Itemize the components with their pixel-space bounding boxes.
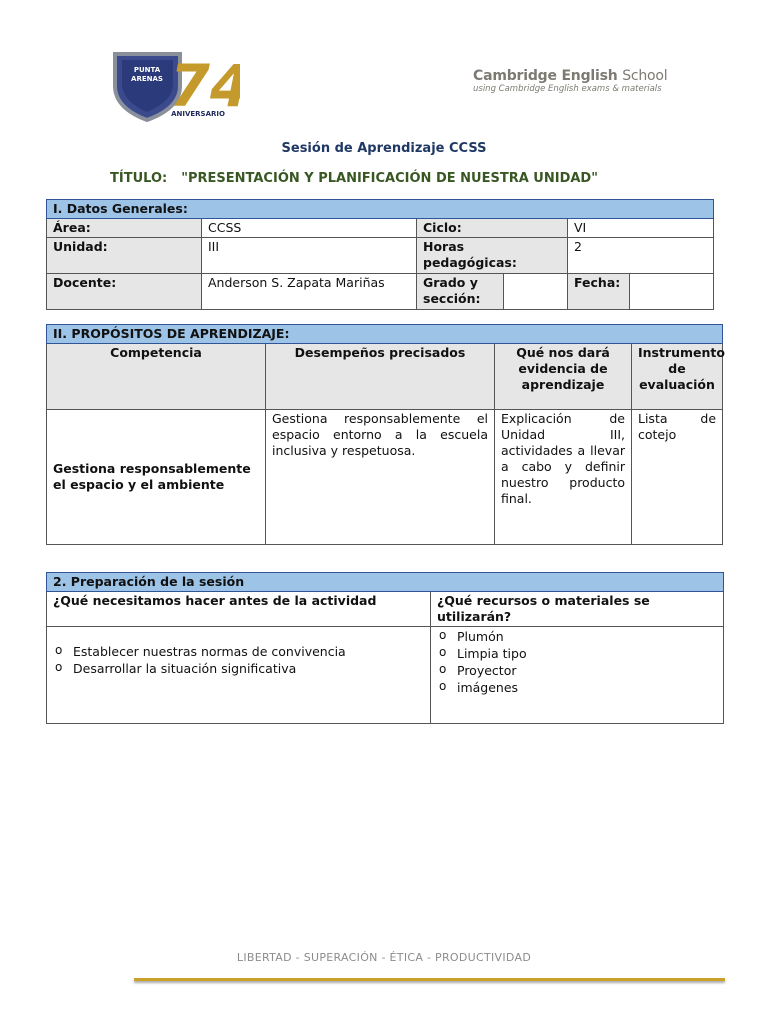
unidad-value: III: [202, 238, 417, 274]
recursos-cell: [431, 627, 724, 724]
recursos-item: o Plumón: [457, 628, 717, 645]
datos-generales-table: [46, 199, 714, 310]
document-title: Sesión de Aprendizaje CCSS: [281, 141, 487, 156]
col-evidencia: Qué nos dará evidencia de aprendizaje: [495, 344, 632, 410]
logo-text-1: PUNTA: [133, 66, 161, 74]
fecha-label: Fecha:: [568, 274, 630, 310]
docente-label: Docente:: [47, 274, 202, 310]
antes-item: o Establecer nuestras normas de convivencia: [73, 643, 424, 660]
horas-label: Horas pedagógicas:: [417, 238, 568, 274]
col-antes: ¿Qué necesitamos hacer antes de la actividad: [47, 592, 431, 627]
unidad-label: Unidad:: [47, 238, 202, 274]
propositos-header: II. PROPÓSITOS DE APRENDIZAJE:: [47, 325, 723, 344]
logo-anniversary-number: 7: [169, 52, 210, 120]
area-value: CCSS: [202, 219, 417, 238]
evidencia-cell: Explicación de Unidad III, actividades a llevar a cabo y definir nuestro producto final.: [495, 410, 632, 545]
footer-motto: LIBERTAD - SUPERACIÓN - ÉTICA - PRODUCTIVIDAD: [236, 951, 532, 964]
area-label: Área:: [47, 219, 202, 238]
logo-text-2: ARENAS: [131, 75, 163, 83]
col-instrumento: Instrumento de evaluación: [632, 344, 723, 410]
ciclo-label: Ciclo:: [417, 219, 568, 238]
footer-divider: [134, 978, 725, 981]
instrumento-cell: Lista de cotejo: [632, 410, 723, 545]
datos-generales-header: I. Datos Generales:: [47, 200, 714, 219]
competencia-cell: Gestiona responsablemente el espacio y el ambiente: [47, 410, 266, 545]
antes-item: o Desarrollar la situación significativa: [73, 660, 424, 677]
session-title-value: "PRESENTACIÓN Y PLANIFICACIÓN DE NUESTRA UNIDAD": [181, 171, 598, 186]
docente-value: Anderson S. Zapata Mariñas: [202, 274, 417, 310]
recursos-item: o Limpia tipo: [457, 645, 717, 662]
brand-name: Cambridge English: [473, 68, 618, 84]
propositos-table: [46, 324, 723, 545]
brand-tagline: using Cambridge English exams & materials: [473, 84, 662, 94]
horas-value: 2: [568, 238, 714, 274]
antes-list: [53, 643, 424, 677]
recursos-list: [437, 628, 717, 696]
preparacion-header: 2. Preparación de la sesión: [47, 573, 724, 592]
school-logo: [110, 46, 240, 122]
recursos-item: o Proyector: [457, 662, 717, 679]
desempeno-cell: Gestiona responsablemente el espacio entorno a la escuela inclusiva y respetuosa.: [266, 410, 495, 545]
col-desempenos: Desempeños precisados: [266, 344, 495, 410]
antes-cell: [47, 627, 431, 724]
preparacion-table: [46, 572, 724, 724]
recursos-item: o imágenes: [457, 679, 717, 696]
grado-label: Grado y sección:: [417, 274, 504, 310]
brand-name-school: School: [622, 68, 668, 84]
grado-value: [504, 274, 568, 310]
fecha-value: [630, 274, 714, 310]
logo-anniversary-label: ANIVERSARIO: [171, 110, 225, 118]
col-recursos: ¿Qué recursos o materiales se utilizarán?: [431, 592, 724, 627]
ciclo-value: VI: [568, 219, 714, 238]
col-competencia: Competencia: [47, 344, 266, 410]
session-title: [110, 171, 598, 186]
brand-logo: [473, 68, 683, 94]
session-title-label: TÍTULO:: [110, 171, 168, 186]
